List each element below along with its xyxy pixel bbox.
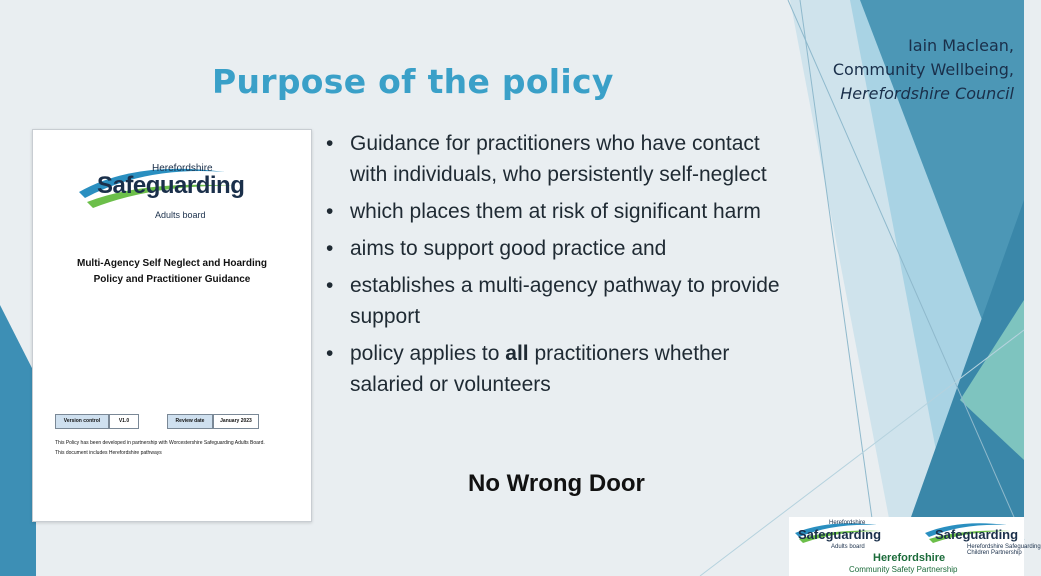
left-accent-triangle [0, 305, 36, 576]
document-note-1: This Policy has been developed in partnership with Worcestershire Safeguarding Adults Board. [55, 440, 265, 446]
logo-sub-text: Adults board [155, 210, 206, 220]
footer-logo1-sub: Adults board [831, 544, 865, 550]
logo-top-text: Herefordshire [152, 163, 213, 174]
footer-logo2-sub1: Herefordshire Safeguarding [967, 544, 1041, 550]
bullet-text-bold: all [505, 342, 529, 365]
policy-document-preview [32, 129, 312, 522]
bullet-item: • aims to support good practice and [325, 233, 795, 264]
footer-logo2-main: Safeguarding [935, 527, 1019, 542]
version-label-cell: Version control [55, 414, 109, 429]
author-organisation: Herefordshire Council [840, 84, 1014, 103]
version-value-cell: V1.0 [109, 414, 139, 429]
author-role: Community Wellbeing, [832, 60, 1014, 79]
bullet-item: • which places them at risk of significant harm [325, 196, 795, 227]
document-heading-line1: Multi-Agency Self Neglect and Hoarding [76, 258, 268, 269]
bullet-list [325, 128, 795, 406]
document-heading [33, 256, 311, 288]
slide-title: Purpose of the policy [212, 62, 614, 101]
bullet-text-post: practitioners whether salaried or volunteers [350, 342, 730, 396]
author-name: Iain Maclean, [908, 36, 1014, 55]
review-label-cell: Review date [167, 414, 213, 429]
partner-logos [789, 517, 1041, 576]
bullet-item [325, 338, 795, 400]
footer-logo1-main: Safeguarding [798, 527, 882, 542]
review-value-cell: January 2023 [213, 414, 259, 429]
logo-main-text: Safeguarding [97, 172, 245, 199]
bullet-text-pre: policy applies to [350, 342, 506, 365]
footer-logo2-sub2: Children Partnership [967, 550, 1022, 556]
document-heading-line2: Policy and Practitioner Guidance [93, 274, 251, 285]
csp-title: Herefordshire [873, 552, 946, 564]
bullet-item: • Guidance for practitioners who have contact with individuals, who persistently self-neglect [325, 128, 795, 190]
footer-logo1-top: Herefordshire [829, 520, 866, 526]
document-note-2: This document includes Herefordshire pathways [55, 450, 162, 456]
csp-subtitle: Community Safety Partnership [849, 565, 958, 574]
tagline: No Wrong Door [468, 470, 645, 497]
author-block [833, 34, 1014, 106]
safeguarding-adults-logo [75, 158, 255, 228]
bullet-item: • establishes a multi-agency pathway to provide support [325, 270, 795, 332]
